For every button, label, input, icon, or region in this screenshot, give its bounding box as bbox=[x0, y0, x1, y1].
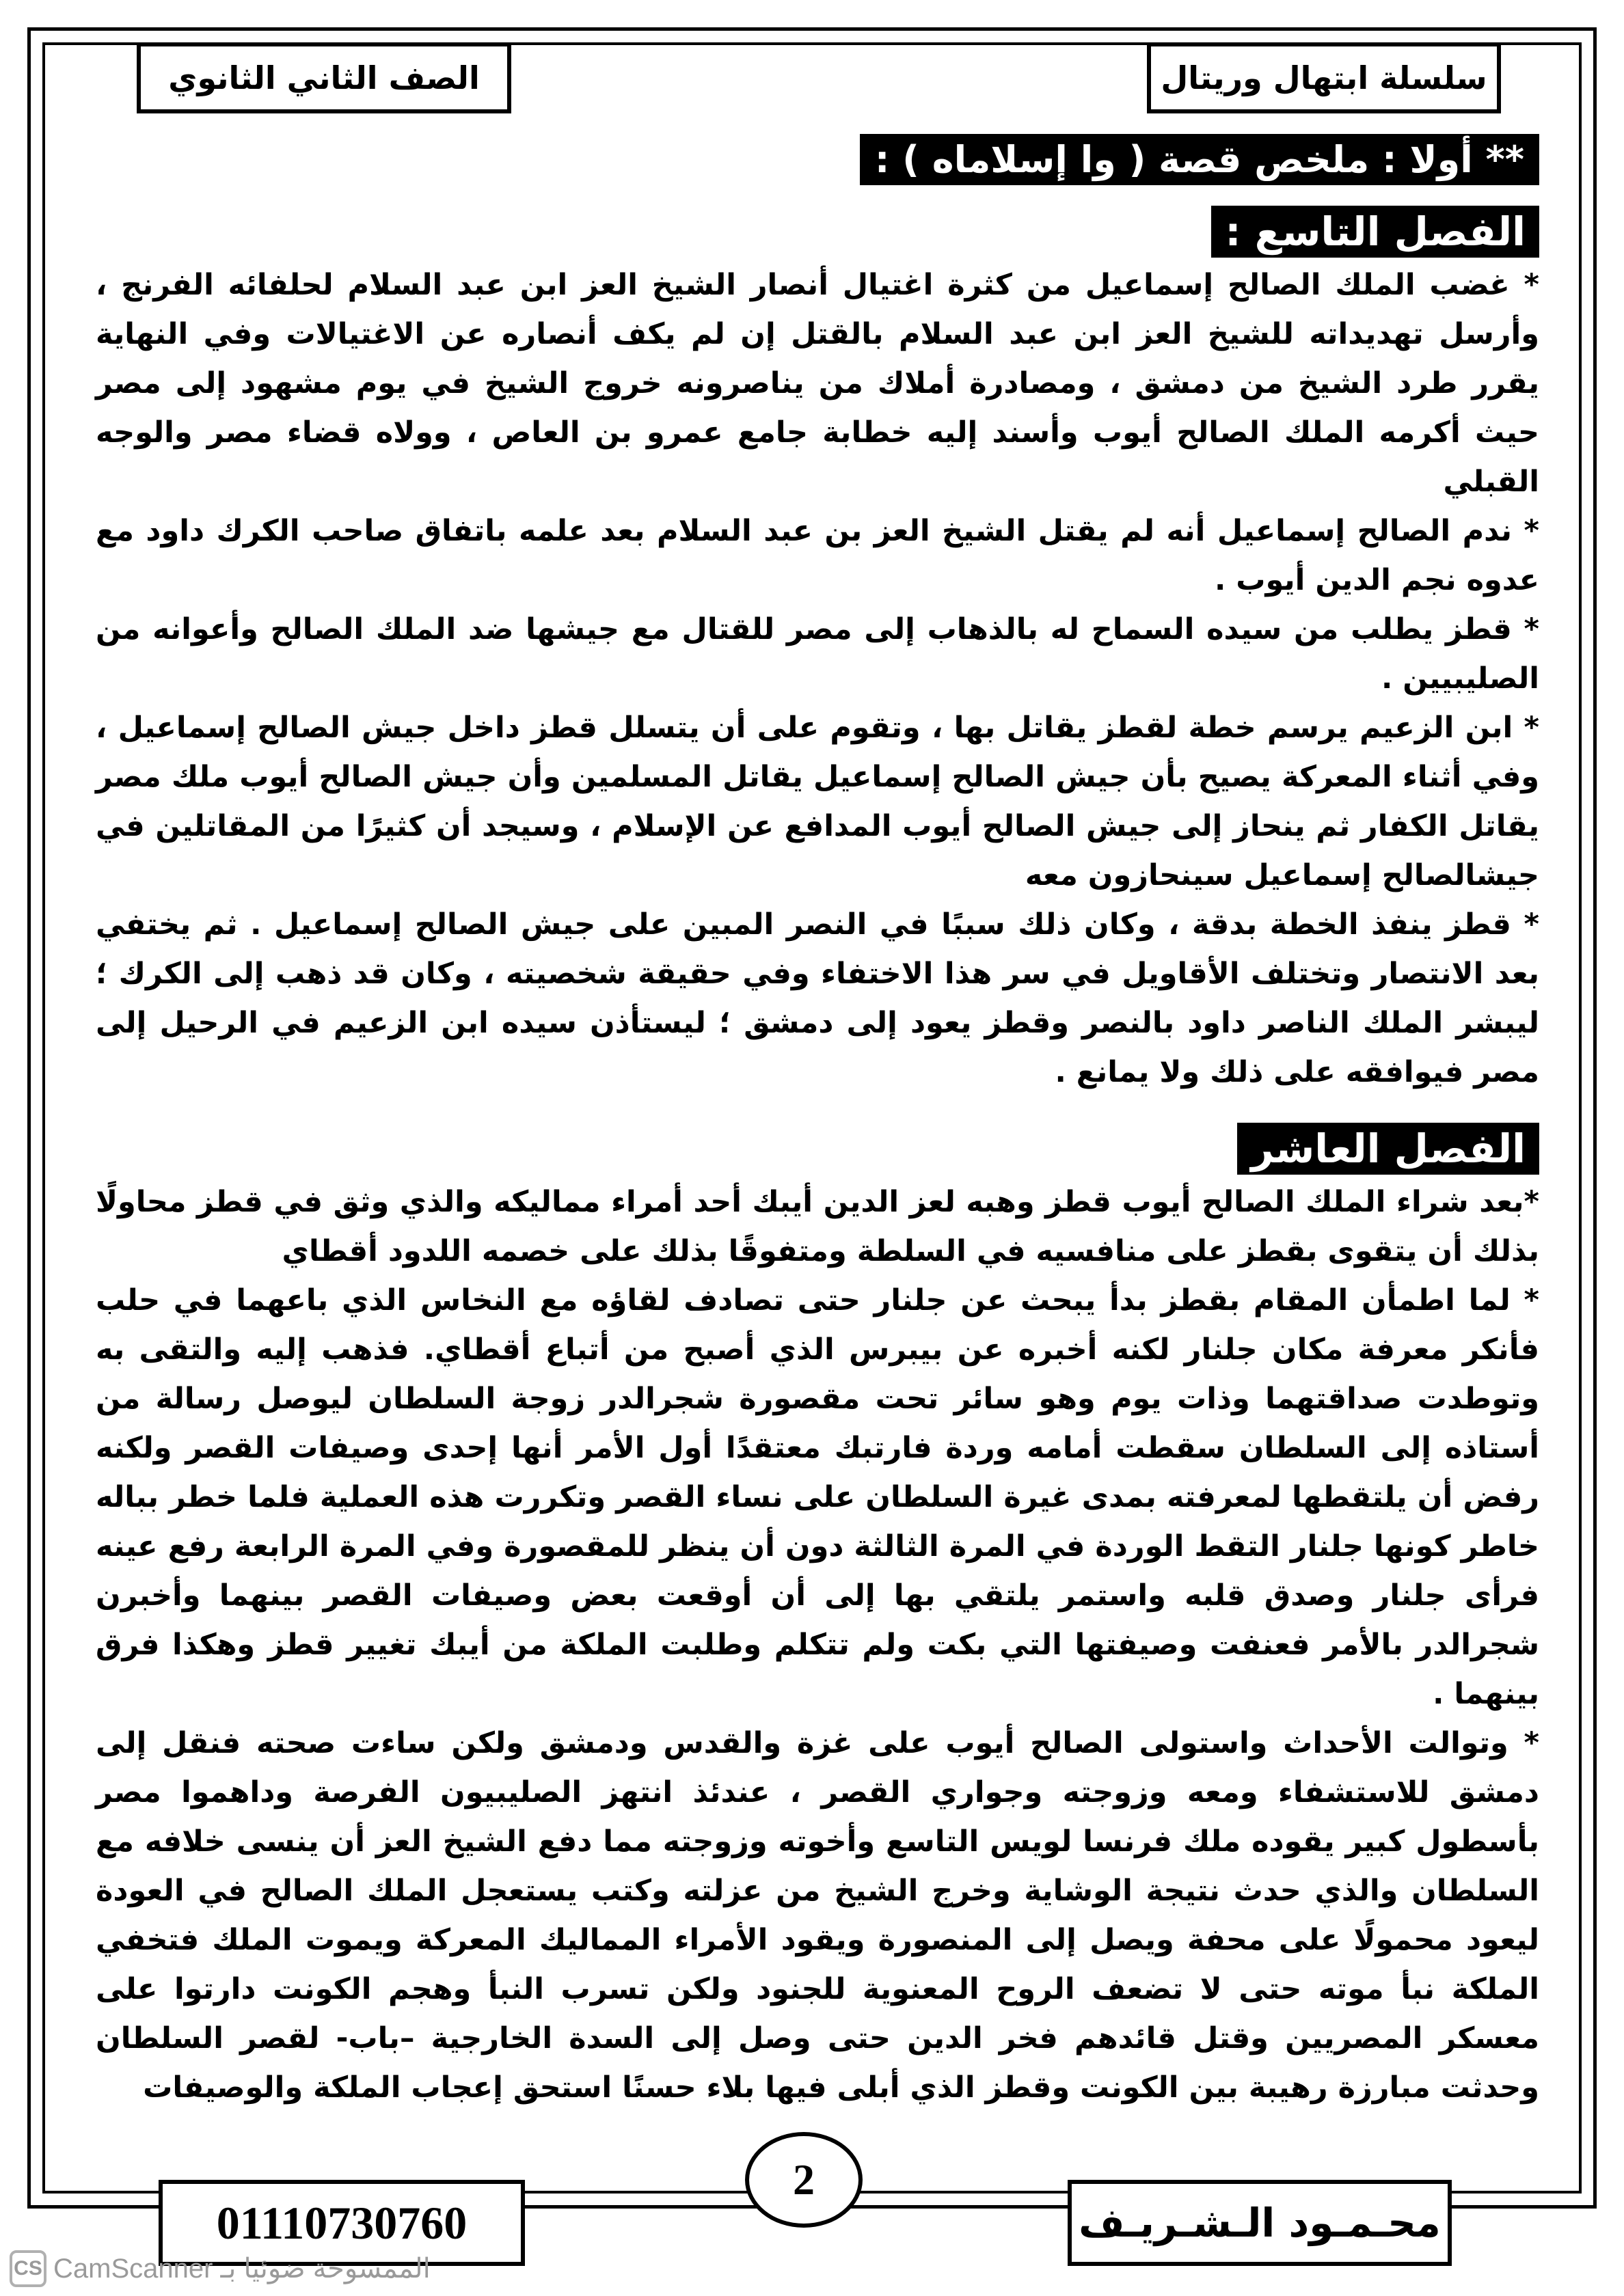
author-box bbox=[1068, 2180, 1452, 2266]
series-title-box bbox=[1147, 42, 1501, 113]
chapter-nine-title: الفصل التاسع : bbox=[1211, 206, 1539, 258]
paragraph: * قطز ينفذ الخطة بدقة ، وكان ذلك سببًا في النصر المبين على جيش الصالح إسماعيل . ثم يختفي بعد الانتصار وتختلف الأقاويل في سر هذا الاختفاء وفي حقيقة شخصيته ، وكان قد ذهب إلى الكرك ؛ ليبشر الملك الناصر داود بالنصر وقطز يعود إلى دمشق ؛ ليستأذن سيده ابن الزعيم في الرحيل إلى مصر فيوافقه على ذلك ولا يمانع . bbox=[96, 907, 1539, 1089]
camscanner-logo-text: CS bbox=[14, 2257, 42, 2280]
page-content bbox=[96, 134, 1539, 2138]
camscanner-logo-icon bbox=[10, 2250, 46, 2287]
chapter-ten-title: الفصل العاشر bbox=[1237, 1123, 1539, 1175]
paragraph: * لما اطمأن المقام بقطز بدأ يبحث عن جلنار حتى تصادف لقاؤه مع النخاس الذي باعهما في حلب فأنكر معرفة مكان جلنار لكنه أخبره عن بيبرس الذي أصبح من أتباع أقطاي. فذهب إليه والتقى به وتوطدت صداقتهما وذات يوم وهو سائر تحت مقصورة شجرالدر زوجة السلطان ليوصل رسالة من أستاذه إلى السلطان سقطت أمامه وردة فارتبك معتقدًا أول الأمر أنها إحدى وصيفات القصر ولكنه رفض أن يلتقطها لمعرفته بمدى غيرة السلطان على نساء القصر وتكررت هذه العملية فلما خطر بباله خاطر كونها جلنار التقط الوردة في المرة الثالثة دون أن ينظر للمقصورة وفي المرة الرابعة رفع عينه فرأى جلنار وصدق قلبه واستمر يلتقي بها إلى أن أوقعت بعض وصيفات القصر بينهما وأخبرن شجرالدر بالأمر فعنفت وصيفتها التي بكت ولم تتكلم وطلبت الملكة من أيبك تغيير قطز وهكذا فرق بينهما . bbox=[96, 1283, 1539, 1711]
page-number-text: 2 bbox=[793, 2155, 815, 2204]
phone-number: 01110730760 bbox=[216, 2196, 468, 2249]
main-title: ** أولا : ملخص قصة ( وا إسلاماه ) : bbox=[860, 134, 1539, 185]
paragraph: * غضب الملك الصالح إسماعيل من كثرة اغتيال أنصار الشيخ العز ابن عبد السلام لحلفائه الفرنج ، وأرسل تهديداته للشيخ العز ابن عبد السلام بالقتل إن لم يكف أنصاره عن الاغتيالات وفي النهاية يقرر طرد الشيخ من دمشق ، ومصادرة أملاك من يناصرونه خروج الشيخ في يوم مشهود إلى مصر حيث أكرمه الملك الصالح أيوب وأسند إليه خطابة جامع عمرو بن العاص ، وولاه قضاء مصر والوجه القبلي bbox=[96, 268, 1539, 499]
paragraph: *بعد شراء الملك الصالح أيوب قطز وهبه لعز الدين أيبك أحد أمراء مماليكه والذي وثق في قطز محاولًا بذلك أن يتقوى بقطز على منافسيه في السلطة ومتفوقًا بذلك على خصمه اللدود أقطاي bbox=[96, 1185, 1539, 1268]
grade-title-box bbox=[137, 42, 511, 113]
paragraph: * قطز يطلب من سيده السماح له بالذهاب إلى مصر للقتال مع جيشها ضد الملك الصالح وأعوانه من الصليبيين . bbox=[96, 612, 1539, 696]
series-title: سلسلة ابتهال وريتال bbox=[1161, 59, 1487, 96]
paragraph: * ندم الصالح إسماعيل أنه لم يقتل الشيخ العز بن عبد السلام بعد علمه باتفاق صاحب الكرك داود مع عدوه نجم الدين أيوب . bbox=[96, 514, 1539, 597]
chapter-ten bbox=[96, 1123, 1539, 2112]
paragraph: * ابن الزعيم يرسم خطة لقطز يقاتل بها ، وتقوم على أن يتسلل قطز داخل جيش الصالح إسماعيل ، وفي أثناء المعركة يصيح بأن جيش الصالح إسماعيل يقاتل المسلمين وأن جيش الصالح أيوب ملك مصر يقاتل الكفار ثم ينحاز إلى جيش الصالح أيوب المدافع عن الإسلام ، وسيجد أن كثيرًا من المقاتلين في جيشالصالح إسماعيل سينحازون معه bbox=[96, 711, 1539, 892]
grade-title: الصف الثاني الثانوي bbox=[168, 59, 480, 96]
chapter-nine bbox=[96, 206, 1539, 1097]
paragraph: * وتوالت الأحداث واستولى الصالح أيوب على غزة والقدس ودمشق ولكن ساءت صحته فنقل إلى دمشق للاستشفاء ومعه وزوجته وجواري القصر ، عندئذ انتهز الصليبيون الفرصة وداهموا مصر بأسطول كبير يقوده ملك فرنسا لويس التاسع وأخوته وزوجته مما دفع الشيخ العز أن ينسى خلافه مع السلطان والذي حدث نتيجة الوشاية وخرج الشيخ من عزلته وكتب يستعجل الملك الصالح في العودة ليعود محمولًا على محفة ويصل إلى المنصورة ويقود الأمراء المماليك المعركة ويموت الملك فتخفي الملكة نبأ موته حتى لا تضعف الروح المعنوية للجنود ولكن تسرب النبأ وهجم الكونت دارتوا على معسكر المصريين وقتل قائدهم فخر الدين حتى وصل إلى السدة الخارجية –باب- لقصر السلطان وحدثت مبارزة رهيبة بين الكونت وقطز الذي أبلى فيها بلاء حسنًا استحق إعجاب الملكة والوصيفات bbox=[96, 1726, 1539, 2105]
main-title-row bbox=[96, 134, 1539, 206]
camscanner-watermark bbox=[10, 2248, 431, 2289]
page-number bbox=[745, 2132, 863, 2228]
watermark-text: الممسوحة ضوئيا بـ CamScanner bbox=[53, 2254, 431, 2284]
author-name: محـمـود الـشـريـف bbox=[1079, 2200, 1441, 2246]
